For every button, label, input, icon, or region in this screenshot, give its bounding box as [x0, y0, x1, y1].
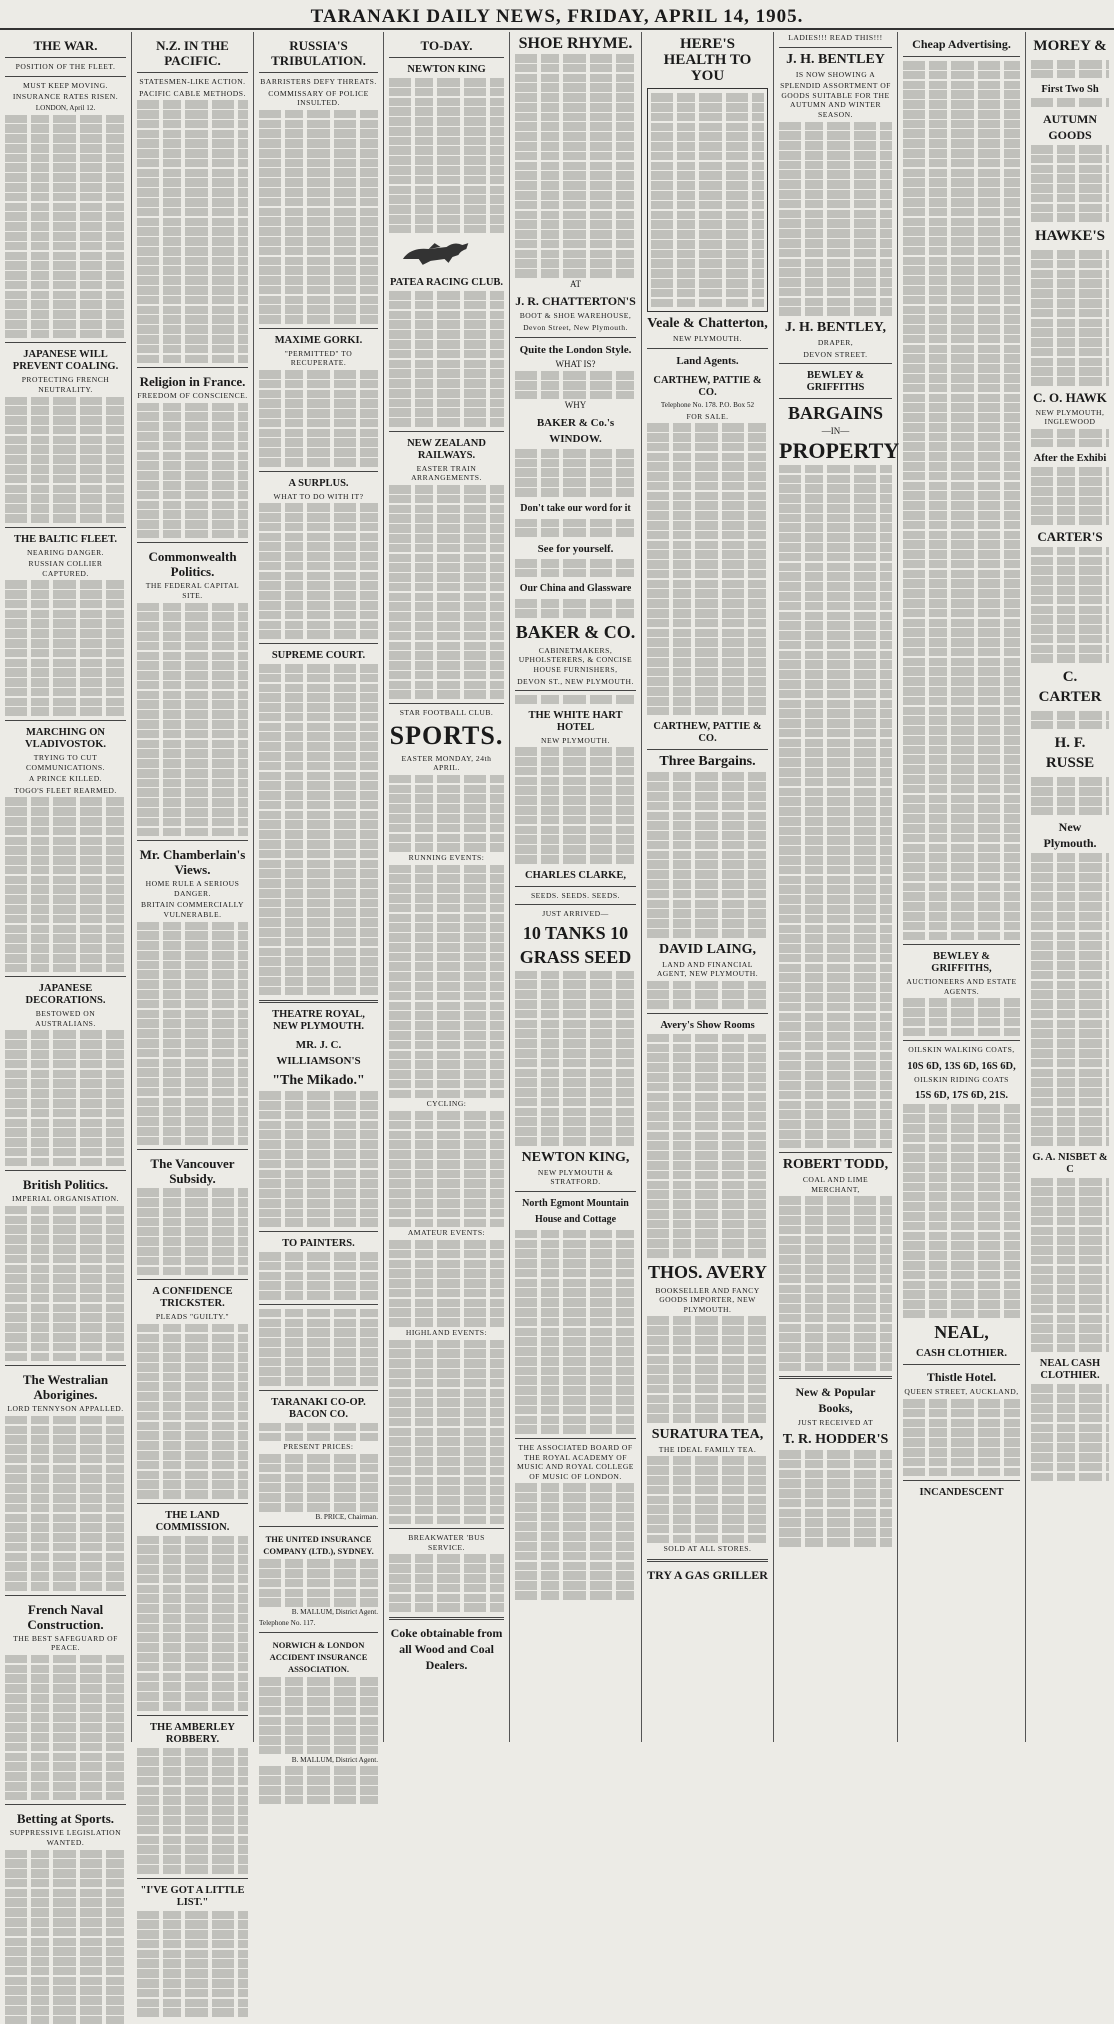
ad-bewley-griffiths-auct: BEWLEY & GRIFFITHS,	[931, 951, 992, 975]
ad-morey: MOREY &	[1033, 38, 1107, 54]
headline-today: TO-DAY.	[420, 38, 473, 53]
at: AT	[570, 278, 581, 289]
ad-agent: B. MALLUM, District Agent.	[291, 1755, 378, 1764]
ad-co-hawke: C. O. HAWK	[1033, 389, 1107, 405]
headline-japanese-decorations: JAPANESE DECORATIONS.	[25, 983, 106, 1007]
incandescent: INCANDESCENT	[919, 1487, 1004, 1499]
ad-bacon-co: TARANAKI CO-OP. BACON CO.	[271, 1396, 366, 1420]
new-plymouth: New Plymouth.	[1043, 820, 1097, 851]
ad-white-hart: THE WHITE HART HOTEL	[528, 709, 623, 733]
bargains: BARGAINS	[787, 403, 884, 424]
china-glassware: Our China and Glassware	[519, 583, 632, 595]
subhead: DEVON ST., NEW PLYMOUTH.	[517, 676, 634, 686]
thistle-hotel: Thistle Hotel.	[926, 1370, 997, 1385]
first-two-shipments: First Two Sh	[1041, 84, 1099, 96]
highland-events: HIGHLAND EVENTS:	[405, 1328, 488, 1337]
subhead: NEARING DANGER.	[26, 547, 105, 557]
oilskin-riding-prices: 15S 6D, 17S 6D, 21S.	[914, 1090, 1009, 1102]
column-6	[642, 32, 774, 1742]
subhead: SUPPRESSIVE LEGISLATION WANTED.	[9, 1828, 122, 1847]
ad-agent: B. MALLUM, District Agent.	[291, 1608, 378, 1617]
oilskin-riding: OILSKIN RIDING COATS	[914, 1074, 1009, 1084]
subhead: BARRISTERS DEFY THREATS.	[260, 77, 377, 86]
headline-confidence-trickster: A CONFIDENCE TRICKSTER.	[152, 1286, 233, 1310]
subhead: NEW PLYMOUTH.	[541, 735, 610, 745]
column-5	[510, 32, 642, 1742]
subhead: A PRINCE KILLED.	[28, 774, 103, 784]
headline-supreme-court: SUPREME COURT.	[271, 649, 366, 661]
carters: CARTER'S	[1037, 528, 1103, 544]
subhead: AUCTIONEERS AND ESTATE AGENTS.	[906, 977, 1017, 996]
ad-charles-clarke: CHARLES CLARKE,	[525, 869, 626, 881]
subhead: HOME RULE A SERIOUS DANGER.	[145, 879, 240, 898]
headline-the-war: THE WAR.	[33, 38, 98, 53]
headline-betting-sports: Betting at Sports.	[16, 1811, 115, 1827]
ad-north-egmont: North Egmont Mountain House and Cottage	[522, 1197, 629, 1225]
autumn-goods: AUTUMN GOODS	[1043, 111, 1097, 142]
ad-royal-academy: THE ASSOCIATED BOARD OF THE ROYAL ACADEMY OF MUSIC AND ROYAL COLLEGE OF MUSIC OF LONDON.	[517, 1442, 634, 1481]
headline-nz-pacific: N.Z. IN THE PACIFIC.	[156, 38, 229, 68]
subhead: BRITAIN COMMERCIALLY VULNERABLE.	[141, 900, 244, 919]
headline-westralian-aborigines: The Westralian Aborigines.	[22, 1372, 109, 1403]
subhead: STATESMEN-LIKE ACTION.	[139, 77, 246, 86]
ad-telephone: Telephone No. 117.	[259, 1618, 316, 1627]
oilskin-walking: OILSKIN WALKING COATS,	[908, 1045, 1015, 1055]
ad-baker-co: BAKER & CO.	[515, 621, 636, 642]
subhead: RUSSIAN COLLIER CAPTURED.	[28, 559, 103, 578]
cash-clothier: CASH CLOTHIER.	[915, 1348, 1008, 1360]
cheap-advertising: Cheap Advertising.	[912, 37, 1011, 51]
subhead: QUEEN STREET, AUCKLAND,	[904, 1387, 1019, 1397]
subhead: FREEDOM OF CONSCIENCE.	[137, 391, 248, 401]
subhead: EASTER TRAIN ARRANGEMENTS.	[411, 463, 482, 483]
subhead: PACIFIC CABLE METHODS.	[139, 88, 246, 98]
subhead: THE BEST SAFEGUARD OF PEACE.	[13, 1633, 118, 1653]
health-box	[647, 88, 768, 312]
why: WHY	[564, 400, 587, 411]
ad-united-insurance: THE UNITED INSURANCE COMPANY (LTD.), SYDNEY.	[263, 1534, 374, 1557]
headline-japanese-coaling: JAPANESE WILL PREVENT COALING.	[12, 349, 119, 373]
running-events: RUNNING EVENTS:	[408, 853, 485, 863]
headline-commonwealth-politics: Commonwealth Politics.	[148, 549, 237, 580]
subhead: LAND AND FINANCIAL AGENT, NEW PLYMOUTH.	[656, 959, 759, 979]
headline-russias-tribulation: RUSSIA'S TRIBULATION.	[271, 38, 366, 68]
ad-popular-books: New & Popular Books,	[795, 1385, 876, 1416]
dateline: LONDON, April 12.	[35, 103, 96, 112]
in: —IN—	[821, 426, 850, 437]
ad-to-painters: TO PAINTERS.	[282, 1238, 355, 1250]
baker-window: BAKER & Co.'s WINDOW.	[536, 416, 615, 445]
subhead: THE FEDERAL CAPITAL SITE.	[145, 581, 240, 601]
column-1	[0, 32, 132, 1847]
seeds: SEEDS. SEEDS. SEEDS.	[530, 890, 621, 900]
subhead: PLEADS "GUILTY."	[155, 1312, 230, 1322]
ad-bewley-griffiths: BEWLEY & GRIFFITHS	[806, 370, 865, 394]
headline-vancouver-subsidy: The Vancouver Subsidy.	[150, 1156, 235, 1187]
quote-london-style: Quite the London Style.	[519, 343, 632, 356]
ad-mikado: "The Mikado."	[272, 1073, 365, 1089]
avery-show-rooms: Avery's Show Rooms	[660, 1019, 755, 1031]
subhead: PROTECTING FRENCH NEUTRALITY.	[21, 375, 110, 394]
headline-maxime-gorki: MAXIME GORKI.	[274, 334, 363, 346]
ad-star-football: STAR FOOTBALL CLUB.	[399, 708, 494, 718]
headline-british-politics: British Politics.	[22, 1177, 109, 1193]
subhead: "PERMITTED" TO RECUPERATE.	[284, 348, 353, 368]
column-3	[254, 32, 384, 1764]
sold-all-stores: SOLD AT ALL STORES.	[663, 1544, 752, 1554]
subhead: NEW PLYMOUTH, INGLEWOOD	[1035, 407, 1105, 427]
subhead: INSURANCE RATES RISEN.	[12, 92, 119, 102]
ad-robert-todd: ROBERT TODD,	[782, 1157, 889, 1173]
subhead: MUST KEEP MOVING.	[22, 80, 109, 90]
ad-veale-chatterton: Veale & Chatterton,	[647, 316, 768, 332]
subhead: Devon Street, New Plymouth.	[523, 322, 628, 332]
subhead: LORD TENNYSON APPALLED.	[7, 1404, 124, 1414]
subhead: BOOKSELLER AND FANCY GOODS IMPORTER, NEW PLYMOUTH.	[655, 1285, 760, 1314]
column-7	[774, 32, 898, 1742]
ad-sports: SPORTS.	[389, 720, 504, 750]
subhead: CABINETMAKERS, UPHOLSTERERS, & CONCISE HOUSE FURNISHERS,	[518, 645, 633, 674]
telephone: Telephone No. 178. P.O. Box 52	[660, 400, 755, 409]
after-exhibition: After the Exhibi	[1033, 453, 1107, 465]
land-agents: Land Agents.	[676, 354, 739, 367]
headline-land-commission: THE LAND COMMISSION.	[155, 1509, 230, 1533]
racehorse-illustration	[389, 235, 504, 269]
ad-norwich-london: NORWICH & LONDON ACCIDENT INSURANCE ASSOCIATION.	[269, 1640, 368, 1675]
subhead: COMMISSARY OF POLICE INSULTED.	[268, 88, 369, 108]
subhead: BOOT & SHOE WAREHOUSE,	[519, 311, 632, 321]
just-arrived: JUST ARRIVED—	[542, 909, 609, 919]
column-8	[898, 32, 1026, 1742]
ad-patea-racing: PATEA RACING CLUB.	[389, 277, 504, 289]
subhead: NEW PLYMOUTH & STRATFORD.	[537, 1167, 614, 1187]
ad-nisbet: G. A. NISBET & C	[1032, 1151, 1108, 1175]
oilskin-walking-prices: 10S 6D, 13S 6D, 16S 6D,	[907, 1060, 1016, 1072]
subhead: BESTOWED ON AUSTRALIANS.	[35, 1009, 96, 1028]
subhead: NEW PLYMOUTH.	[673, 334, 742, 344]
headline-little-list: "I'VE GOT A LITTLE LIST."	[140, 1884, 245, 1908]
ad-10-tanks: 10 TANKS 10	[522, 922, 629, 943]
subhead: DEVON STREET.	[803, 349, 868, 359]
see-yourself: See for yourself.	[537, 543, 614, 555]
column-4	[384, 32, 510, 1742]
ad-hf-russell: H. F. RUSSE	[1045, 735, 1095, 772]
column-2	[132, 32, 254, 1908]
subhead: WHAT TO DO WITH IT?	[273, 491, 364, 501]
headline-baltic-fleet: THE BALTIC FLEET.	[14, 533, 117, 545]
subhead: COAL AND LIME MERCHANT,	[802, 1175, 869, 1194]
ad-chairman: B. PRICE, Chairman.	[315, 1512, 378, 1521]
ad-chatterton: J. R. CHATTERTON'S	[515, 294, 636, 309]
ad-shoe-rhyme: SHOE RHYME.	[518, 35, 633, 52]
headline-religion-france: Religion in France.	[139, 374, 246, 390]
headline-amberley-robbery: THE AMBERLEY ROBBERY.	[150, 1721, 235, 1745]
subhead: TRYING TO CUT COMMUNICATIONS.	[25, 753, 105, 772]
headline-a-surplus: A SURPLUS.	[288, 477, 349, 489]
subhead: JUST RECEIVED AT	[797, 1418, 874, 1428]
ad-carthew-pattie: CARTHEW, PATTIE & CO.	[653, 374, 762, 398]
ad-neal: NEAL,	[934, 1322, 989, 1343]
ad-neal-2: NEAL CASH CLOTHIER.	[1039, 1358, 1101, 1382]
newton-king: NEWTON KING	[407, 64, 486, 75]
headline-french-naval: French Naval Construction.	[27, 1601, 104, 1632]
ad-coke: Coke obtainable from all Wood and Coal Dealers.	[390, 1625, 503, 1672]
ad-david-laing: DAVID LAING,	[659, 941, 756, 957]
ad-breakwater-bus: BREAKWATER 'BUS SERVICE.	[408, 1533, 485, 1552]
dont-take-word: Don't take our word for it	[520, 502, 631, 514]
ad-carthew-pattie-2: CARTHEW, PATTIE & CO.	[653, 721, 762, 745]
subhead: IMPERIAL ORGANISATION.	[12, 1194, 119, 1204]
subhead: IS NOW SHOWING A	[795, 69, 876, 79]
subhead: DRAPER,	[817, 338, 854, 347]
ad-heres-health: HERE'S HEALTH TO YOU	[663, 36, 752, 84]
masthead: TARANAKI DAILY NEWS, FRIDAY, APRIL 14, 1905.	[0, 6, 1114, 30]
what-is: WHAT IS?	[555, 358, 596, 369]
headline-vladivostok: MARCHING ON VLADIVOSTOK.	[25, 727, 106, 751]
subhead: SPLENDID ASSORTMENT OF GOODS SUITABLE FOR THE AUTUMN AND WINTER SEASON.	[780, 81, 891, 119]
ladies-read-this: LADIES!!! READ THIS!!!	[788, 33, 883, 42]
three-bargains: Three Bargains.	[659, 754, 756, 770]
amateur-events: AMATEUR EVENTS:	[407, 1228, 486, 1238]
column-9	[1026, 32, 1114, 1742]
ad-williamson: MR. J. C. WILLIAMSON'S	[276, 1039, 361, 1068]
subhead: EASTER MONDAY, 24th APRIL.	[401, 753, 492, 773]
ad-thos-avery: THOS. AVERY	[647, 1261, 768, 1282]
ad-gas-griller: TRY A GAS GRILLER	[647, 1568, 768, 1583]
ad-present-prices: PRESENT PRICES:	[283, 1442, 354, 1452]
subhead: POSITION OF THE FLEET.	[15, 62, 116, 71]
ad-grass-seed: GRASS SEED	[519, 946, 632, 967]
ad-newton-king: NEWTON KING,	[521, 1149, 630, 1165]
headline-chamberlain: Mr. Chamberlain's Views.	[139, 847, 246, 878]
ad-bentley: J. H. BENTLEY	[786, 51, 885, 67]
ad-suratura-tea: SURATURA TEA,	[651, 1426, 764, 1442]
ad-c-carter: C. CARTER	[1038, 669, 1102, 706]
subhead: THE IDEAL FAMILY TEA.	[658, 1444, 757, 1454]
ad-nz-railways: NEW ZEALAND RAILWAYS.	[407, 437, 486, 461]
ad-bentley-2: J. H. BENTLEY,	[784, 320, 886, 335]
ad-hawkes: HAWKE'S	[1034, 228, 1106, 245]
ad-hodder: T. R. HODDER'S	[782, 1431, 889, 1447]
subhead: TOGO'S FLEET REARMED.	[14, 785, 117, 795]
for-sale: FOR SALE.	[686, 411, 729, 421]
cycling: CYCLING:	[426, 1099, 467, 1109]
ad-theatre-royal: THEATRE ROYAL, NEW PLYMOUTH.	[272, 1009, 365, 1033]
property: PROPERTY	[779, 437, 900, 463]
